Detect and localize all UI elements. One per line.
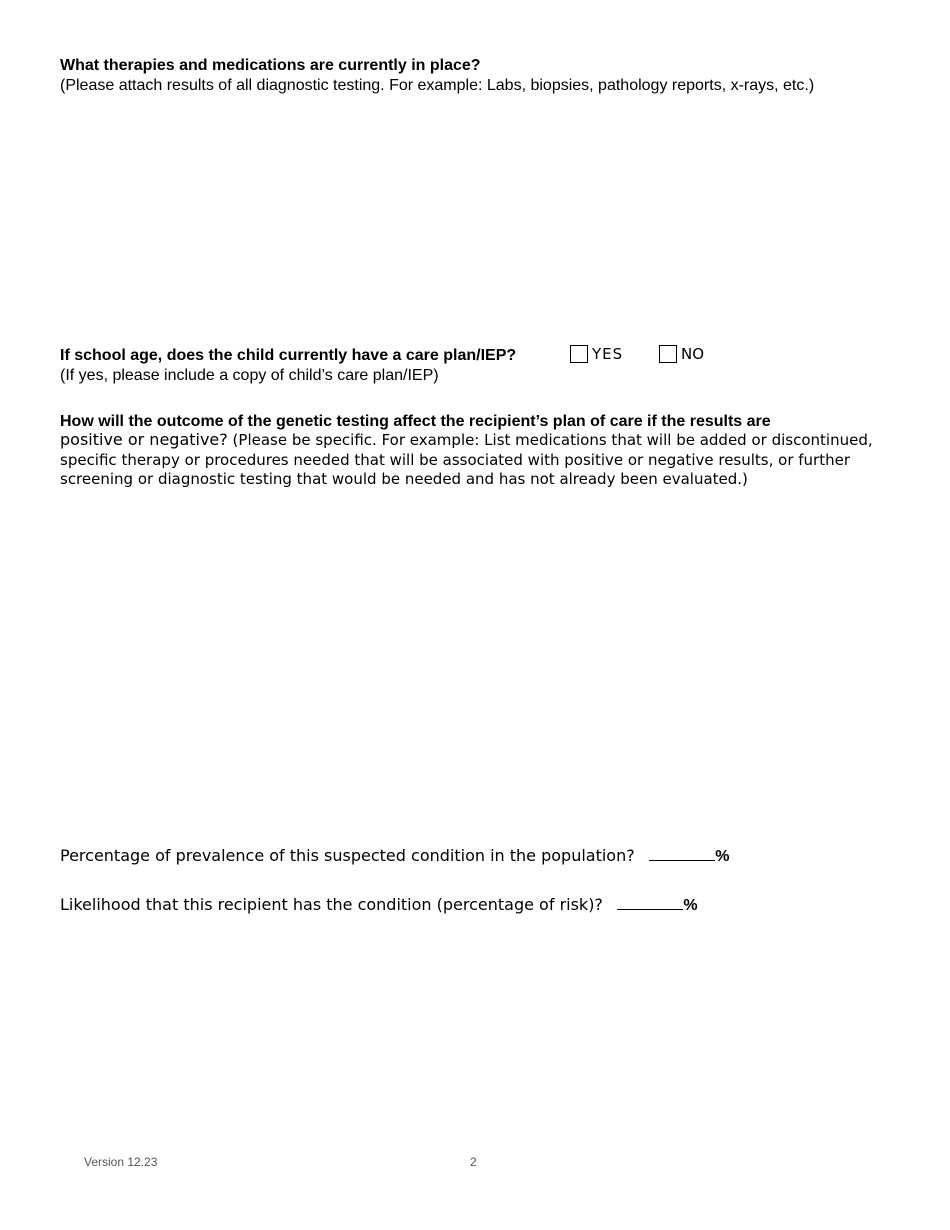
version-label: Version 12.23 — [84, 1155, 158, 1169]
therapies-instruction: (Please attach results of all diagnostic testing. For example: Labs, biopsies, pathology reports, x-rays, etc.) — [60, 77, 815, 94]
likelihood-row — [60, 895, 698, 915]
genetic-testing-instruction-start: (Please be specific. For example: List medications that will be added or discontinued, — [232, 431, 873, 449]
genetic-testing-lead: positive or negative? — [60, 430, 228, 449]
likelihood-label: Likelihood that this recipient has the condition (percentage of risk)? — [60, 895, 603, 914]
yes-label: YES — [592, 345, 624, 363]
genetic-testing-answer-area[interactable] — [60, 495, 890, 825]
prevalence-label: Percentage of prevalence of this suspected condition in the population? — [60, 846, 635, 865]
no-label: NO — [681, 345, 705, 363]
no-checkbox[interactable] — [659, 345, 677, 363]
therapies-question: What therapies and medications are currently in place? — [60, 57, 481, 74]
prevalence-unit: % — [715, 848, 730, 865]
care-plan-question: If school age, does the child currently have a care plan/IEP? — [60, 347, 517, 364]
genetic-testing-instruction-line2: specific therapy or procedures needed that will be associated with positive or negative results, or further — [60, 451, 850, 469]
likelihood-unit: % — [683, 897, 698, 914]
therapies-answer-area[interactable] — [60, 100, 890, 330]
likelihood-blank[interactable] — [617, 895, 683, 910]
page-number: 2 — [470, 1155, 477, 1169]
no-option[interactable] — [659, 345, 704, 363]
care-plan-instruction: (If yes, please include a copy of child’s care plan/IEP) — [60, 367, 439, 384]
prevalence-blank[interactable] — [649, 846, 715, 861]
genetic-testing-question: How will the outcome of the genetic testing affect the recipient’s plan of care if the results are — [60, 413, 771, 430]
genetic-testing-instruction-line3: screening or diagnostic testing that would be needed and has not already been evaluated.) — [60, 470, 748, 488]
yes-checkbox[interactable] — [570, 345, 588, 363]
prevalence-row — [60, 846, 729, 866]
genetic-testing-instruction-line1 — [60, 430, 873, 451]
yes-option[interactable] — [570, 345, 623, 363]
